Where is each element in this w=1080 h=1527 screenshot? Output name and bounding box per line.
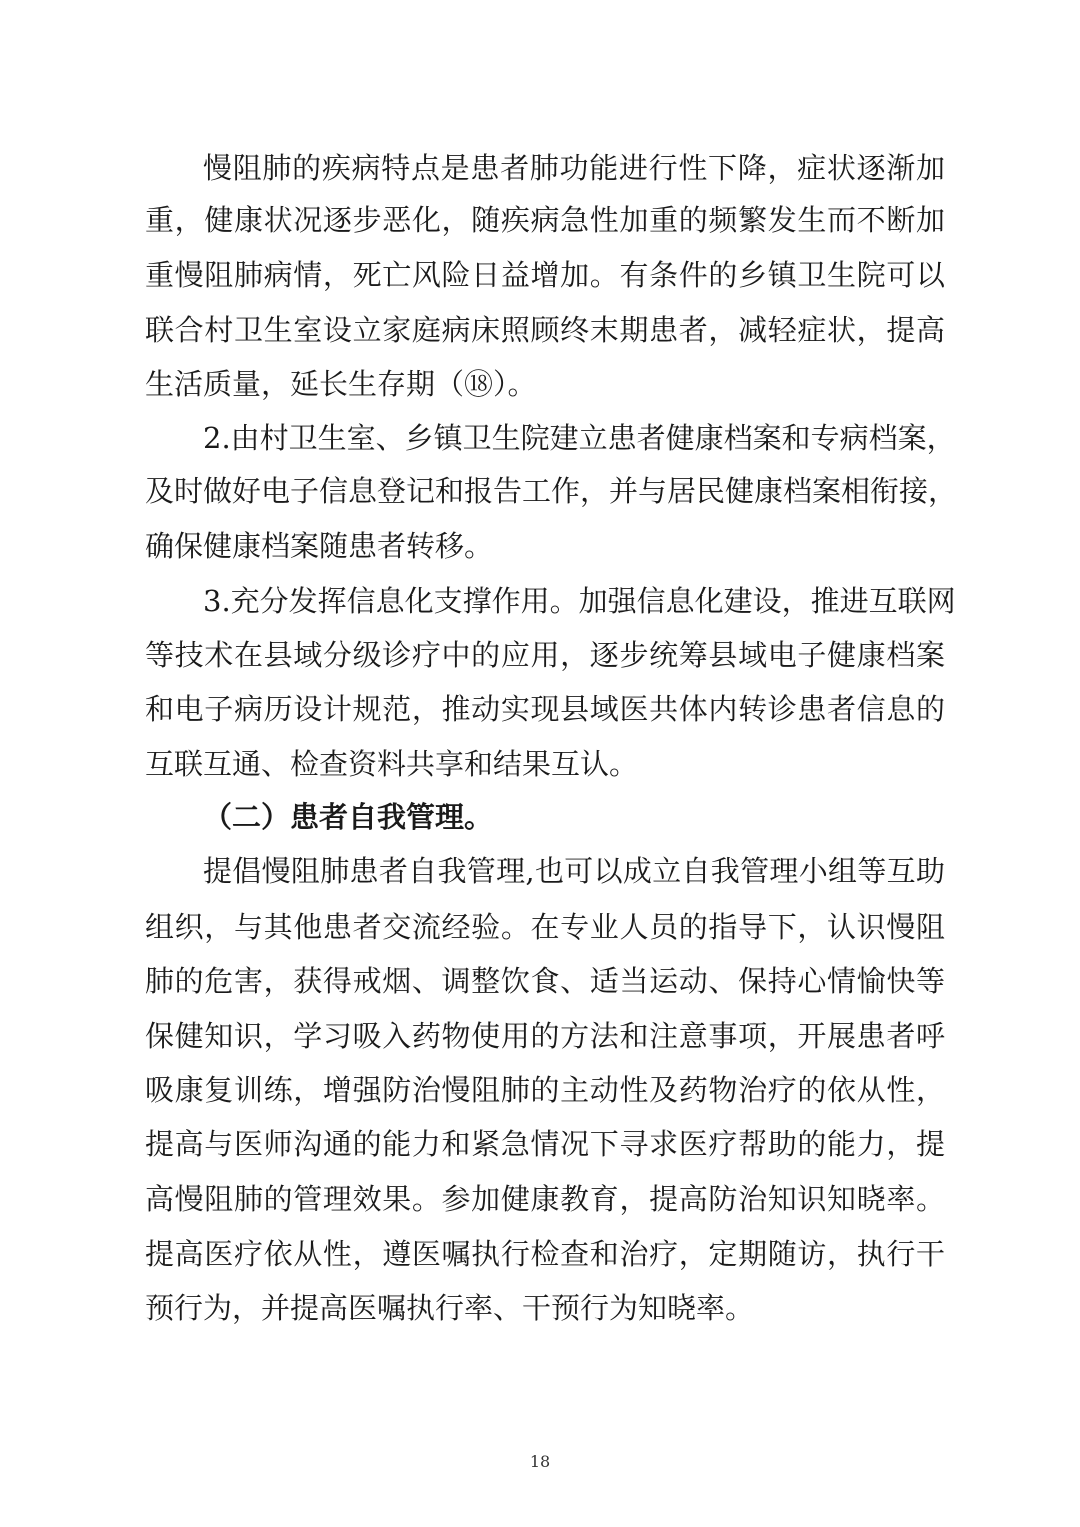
text-line: 等技术在县域分级诊疗中的应用，逐步统筹县域电子健康档案 (145, 638, 945, 672)
text-line: 组织，与其他患者交流经验。在专业人员的指导下，认识慢阻 (145, 910, 945, 944)
text-line: 重，健康状况逐步恶化，随疾病急性加重的频繁发生而不断加 (145, 203, 945, 237)
text-line: 预行为，并提高医嘱执行率、干预行为知晓率。 (145, 1291, 755, 1325)
page-number: 18 (529, 1452, 551, 1471)
text-line: 肺的危害，获得戒烟、调整饮食、适当运动、保持心情愉快等 (145, 964, 945, 998)
text-line: 提高与医师沟通的能力和紧急情况下寻求医疗帮助的能力，提 (145, 1127, 945, 1161)
text-line: 互联互通、检查资料共享和结果互认。 (145, 747, 639, 781)
text-line: 生活质量，延长生存期（⑱）。 (145, 367, 537, 401)
text-line: 2.由村卫生室、乡镇卫生院建立患者健康档案和专病档案， (203, 421, 956, 455)
text-line: 保健知识，学习吸入药物使用的方法和注意事项，开展患者呼 (145, 1019, 945, 1053)
text-line: 及时做好电子信息登记和报告工作，并与居民健康档案相衔接， (145, 474, 958, 508)
text-line: 3.充分发挥信息化支撑作用。加强信息化建设，推进互联网 (203, 584, 956, 618)
text-line: 联合村卫生室设立家庭病床照顾终末期患者，减轻症状，提高 (145, 313, 945, 347)
text-line: 和电子病历设计规范，推动实现县域医共体内转诊患者信息的 (145, 692, 945, 726)
text-line: 提高医疗依从性，遵医嘱执行检查和治疗，定期随访，执行干 (145, 1237, 945, 1271)
text-line: 吸康复训练，增强防治慢阻肺的主动性及药物治疗的依从性， (145, 1073, 945, 1107)
text-line: 重慢阻肺病情，死亡风险日益增加。有条件的乡镇卫生院可以 (145, 258, 945, 292)
text-line: 提倡慢阻肺患者自我管理,也可以成立自我管理小组等互助 (203, 854, 945, 888)
section-heading: （二）患者自我管理。 (203, 800, 494, 834)
text-line: 高慢阻肺的管理效果。参加健康教育，提高防治知识知晓率。 (145, 1182, 945, 1216)
text-line: 确保健康档案随患者转移。 (145, 529, 494, 563)
text-line: 慢阻肺的疾病特点是患者肺功能进行性下降，症状逐渐加 (203, 151, 945, 185)
